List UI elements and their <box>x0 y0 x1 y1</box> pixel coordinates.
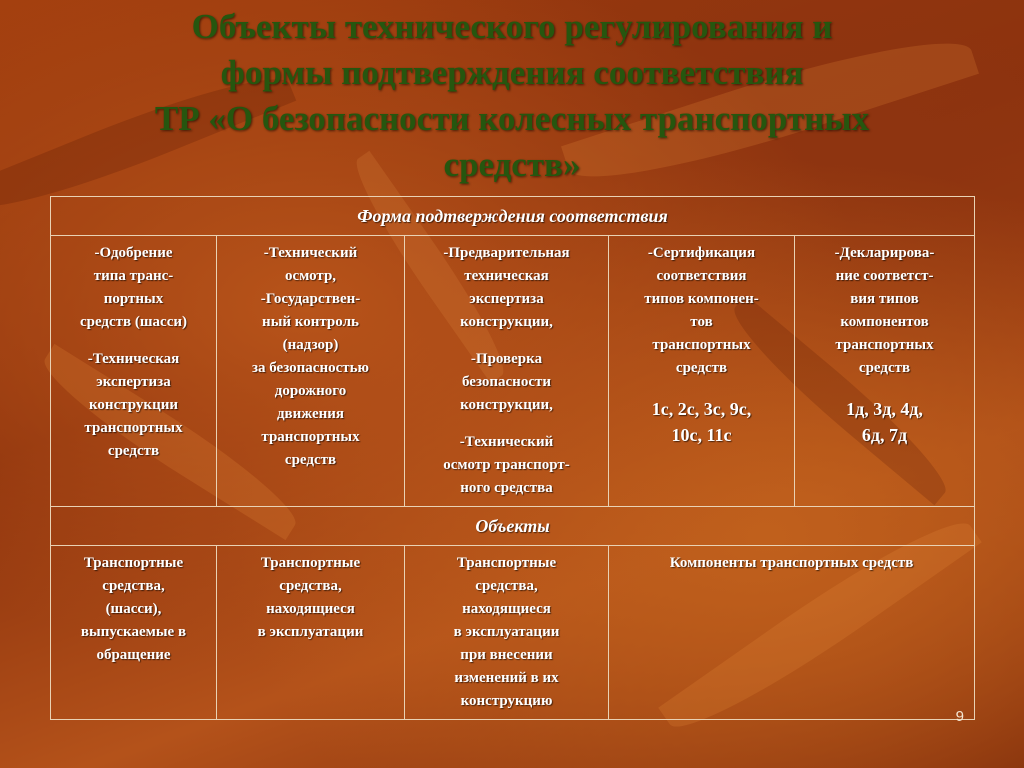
object-cell <box>51 546 217 720</box>
form-text-line: -Государствен- <box>260 291 361 307</box>
page-number: 9 <box>955 708 964 725</box>
form-text-line: вия типов <box>850 291 919 307</box>
forms-header: Форма подтверждения соответствия <box>51 197 975 236</box>
object-text-line: при внесении <box>460 647 553 663</box>
object-text-line: Транспортные <box>83 555 184 571</box>
form-cell <box>217 236 405 507</box>
module-codes <box>613 396 790 448</box>
form-text-line: средств <box>284 452 337 468</box>
conformity-table <box>50 196 975 720</box>
form-text-line: транспортных <box>84 420 183 436</box>
object-text-line: Транспортные <box>260 555 361 571</box>
form-text-line: средств <box>107 443 160 459</box>
form-cell <box>405 236 609 507</box>
form-text-line: транспортных <box>835 337 934 353</box>
form-paragraph <box>409 242 604 334</box>
form-paragraph <box>409 348 604 417</box>
form-paragraph <box>55 242 212 334</box>
object-cell <box>217 546 405 720</box>
form-text-line: -Техническая <box>87 351 180 367</box>
form-text-line: ного средства <box>460 480 553 496</box>
form-text-line: ние соответст- <box>835 268 934 284</box>
form-text-line: типов компонен- <box>644 291 759 307</box>
form-paragraph <box>55 348 212 463</box>
object-text-line: средства, <box>102 578 165 594</box>
form-text-line: тов <box>690 314 713 330</box>
slide-title-line: ТР «О безопасности колесных транспортных <box>154 99 870 138</box>
slide-title-line: формы подтверждения соответствия <box>220 53 804 92</box>
form-text-line: средств (шасси) <box>79 314 188 330</box>
module-code-line: 1с, 2с, 3с, 9с, <box>651 399 752 419</box>
object-cell <box>609 546 975 720</box>
form-text-line: (надзор) <box>282 337 339 353</box>
form-text-line: техническая <box>464 268 549 284</box>
form-text-line: конструкции, <box>460 397 553 413</box>
form-text-line: соответствия <box>656 268 747 284</box>
form-text-line: безопасности <box>461 374 551 390</box>
object-cell <box>405 546 609 720</box>
form-text-line: осмотр транспорт- <box>443 457 570 473</box>
form-cell <box>51 236 217 507</box>
object-text-line: выпускаемые в <box>80 624 187 640</box>
form-text-line: портных <box>103 291 164 307</box>
form-text-line: -Технический <box>459 434 554 450</box>
form-text-line: -Одобрение <box>94 245 173 261</box>
form-text-line: типа транс- <box>93 268 174 284</box>
form-text-line: -Предварительная <box>443 245 570 261</box>
module-code-line: 6д, 7д <box>861 425 908 445</box>
form-text-line: конструкции, <box>460 314 553 330</box>
object-text-line: находящиеся <box>462 601 551 617</box>
form-text-line: за безопасностью <box>251 360 370 376</box>
object-text-line: средства, <box>279 578 342 594</box>
form-text-line: дорожного <box>274 383 347 399</box>
object-text-line: изменений в их <box>454 670 559 686</box>
form-text-line: конструкции <box>88 397 178 413</box>
object-text-line: находящиеся <box>266 601 355 617</box>
slide-title-line: средств» <box>443 145 581 184</box>
module-code-line: 1д, 3д, 4д, <box>846 399 923 419</box>
slide-title-line: Объекты технического регулирования и <box>191 7 833 46</box>
form-text-line: -Декларирова- <box>834 245 935 261</box>
object-text-line: в эксплуатации <box>453 624 560 640</box>
form-text-line: движения <box>276 406 345 422</box>
object-text-line: (шасси), <box>105 601 162 617</box>
slide-title <box>20 4 1004 188</box>
form-text-line: -Технический <box>263 245 358 261</box>
form-text-line: средств <box>675 360 728 376</box>
form-text-line: транспортных <box>652 337 751 353</box>
form-text-line: компонентов <box>840 314 929 330</box>
objects-header: Объекты <box>51 507 975 546</box>
form-text-line: ный контроль <box>262 314 359 330</box>
form-paragraph <box>221 242 400 472</box>
form-text-line: средств <box>858 360 911 376</box>
object-text-line: конструкцию <box>460 693 553 709</box>
form-text-line: транспортных <box>261 429 360 445</box>
form-text-line: -Проверка <box>470 351 543 367</box>
object-text-line: в эксплуатации <box>257 624 364 640</box>
form-text-line: экспертиза <box>96 374 171 390</box>
module-codes <box>799 396 970 448</box>
object-text-line: обращение <box>96 647 171 663</box>
form-text-line: -Сертификация <box>647 245 756 261</box>
form-paragraph <box>409 431 604 500</box>
form-text-line: осмотр, <box>284 268 337 284</box>
object-text-line: средства, <box>475 578 538 594</box>
form-paragraph <box>799 242 970 380</box>
object-text-line: Транспортные <box>456 555 557 571</box>
form-paragraph <box>613 242 790 380</box>
form-cell <box>795 236 975 507</box>
module-code-line: 10с, 11с <box>671 425 732 445</box>
form-cell <box>609 236 795 507</box>
form-text-line: экспертиза <box>469 291 544 307</box>
object-text-line: Компоненты транспортных средств <box>669 555 914 571</box>
